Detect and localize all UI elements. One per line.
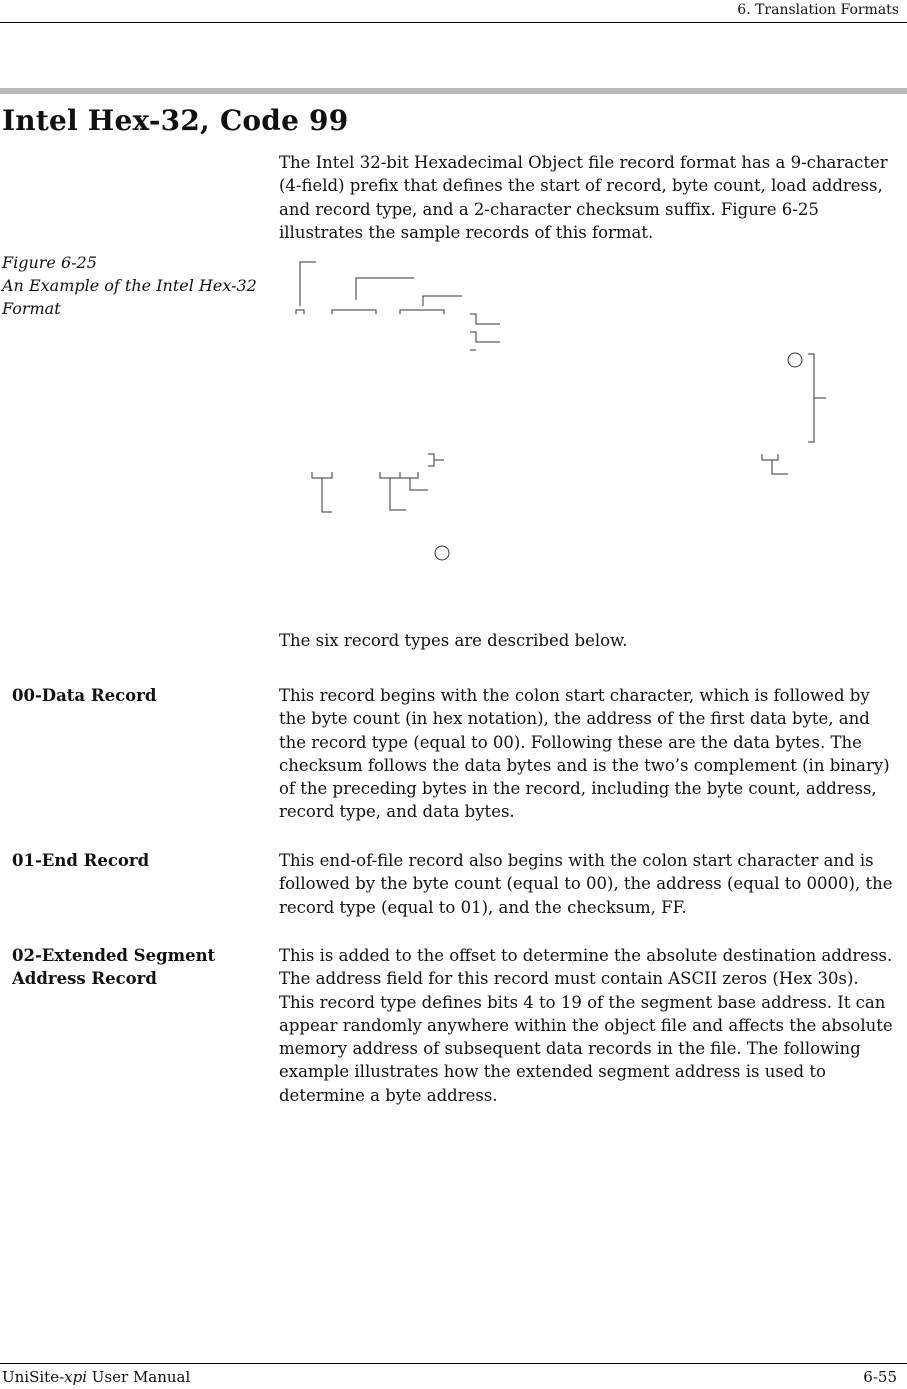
figure-caption-line2: Format (2, 299, 61, 318)
section-title-rule (0, 88, 907, 94)
record-term-00-line1: 00-Data Record (12, 686, 157, 705)
intel-hex32-figure (280, 250, 840, 580)
callout-line (390, 478, 406, 510)
callout-line (322, 478, 332, 512)
record-term-02 (12, 944, 262, 991)
record-term-02-line2: Address Record (12, 969, 157, 989)
footer-page-number: 6-55 (863, 1368, 897, 1386)
callout-circle (435, 546, 449, 560)
callout-line (470, 314, 500, 324)
callout-line (470, 332, 500, 342)
figure-caption-number: Figure 6-25 (2, 253, 97, 272)
callout-line (296, 310, 304, 314)
callout-line (808, 398, 814, 442)
callout-line (808, 354, 826, 398)
figure-caption (2, 251, 272, 320)
record-term-01-line1: 01-End Record (12, 851, 150, 870)
callout-line (428, 454, 444, 460)
section-title: Intel Hex-32, Code 99 (2, 104, 349, 137)
figure-caption-line1: An Example of the Intel Hex-32 (2, 276, 257, 295)
callout-line (400, 310, 444, 314)
callout-line (423, 296, 462, 306)
callout-line (300, 262, 316, 306)
callout-line (312, 472, 332, 478)
running-title: 6. Translation Formats (737, 2, 899, 18)
intro-paragraph: The Intel 32-bit Hexadecimal Object file record format has a 9-character (4-field) prefix that defines the start of record, byte count, load address, and record type, and a 2-character checksum suffix. Figure 6-25 illustrates the sample records of this format. (279, 153, 888, 242)
record-term-02-line1: 02-Extended Segment (12, 946, 216, 965)
record-description-00: This record begins with the colon start character, which is followed by the byte count (in hex notation), the address of the first data byte, and the record type (equal to 00). Following these are the data bytes. The checksum follows the data bytes and is the two’s complement (in binary) of the preceding bytes in the record, including the byte count, address, record type, and data bytes. (279, 686, 890, 822)
running-header (0, 0, 907, 23)
callout-line (380, 472, 400, 478)
footer-rule (0, 1363, 907, 1364)
callout-line (428, 460, 434, 466)
record-term-00 (12, 684, 262, 707)
record-term-01 (12, 849, 262, 872)
record-description-01: This end-of-file record also begins with the colon start character and is followed by the byte count (equal to 00), the address (equal to 0000), the record type (equal to 01), and the checksum, FF. (279, 851, 893, 917)
callout-line (400, 472, 418, 478)
callout-circle (788, 353, 802, 367)
record-description-02: This is added to the offset to determine the absolute destination address. The address field for this record must contain ASCII zeros (Hex 30s). This record type defines bits 4 to 19 of the segment base address. It can appear randomly anywhere within the object file and affects the absolute memory address of subsequent data records in the file. The following example illustrates how the extended segment address is used to determine a byte address. (279, 946, 893, 1105)
footer-manual-title: UniSite-xpi User Manual (2, 1368, 191, 1386)
callout-line (332, 310, 376, 314)
callout-line (356, 278, 414, 300)
record-types-intro: The six record types are described below. (279, 631, 628, 650)
callout-line (762, 454, 778, 460)
callout-line (772, 460, 788, 474)
callout-line (410, 478, 428, 490)
